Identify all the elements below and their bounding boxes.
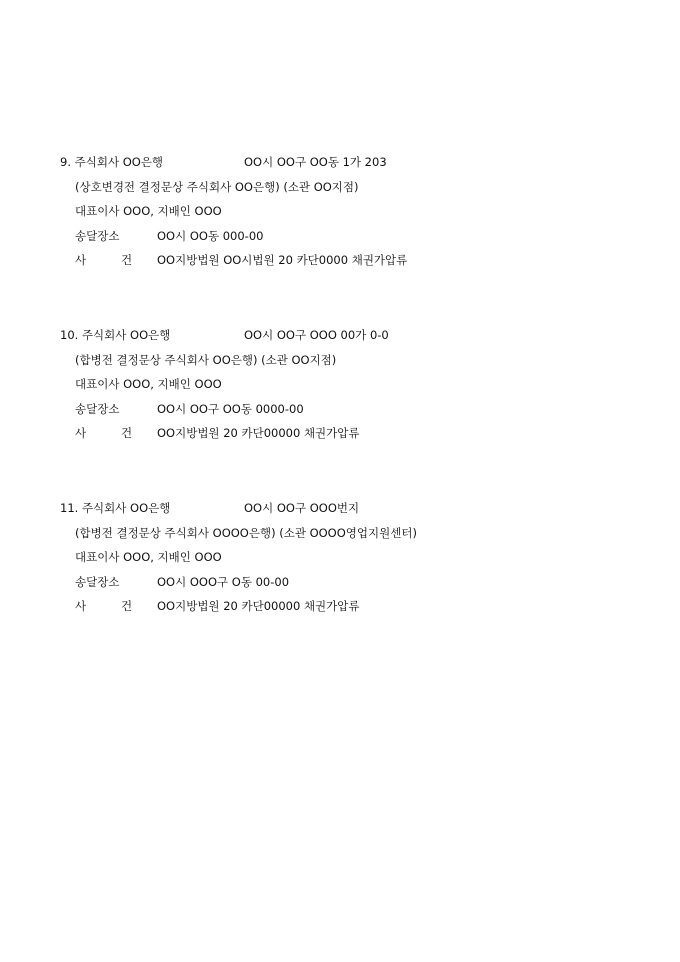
case-label-part: 건	[121, 599, 133, 614]
case-label-part: 건	[121, 426, 133, 441]
service-address-value: OO시 OO동 000-00	[157, 228, 264, 243]
entry-note: (상호변경전 결정문상 주식회사 OO은행) (소관 OO지점)	[75, 179, 359, 194]
bank-name: 11. 주식회사 OO은행	[60, 501, 171, 515]
representative: 대표이사 OOO, 지배인 OOO	[75, 550, 222, 565]
service-address-row	[60, 227, 660, 252]
case-label	[75, 251, 132, 269]
entry-note: (합병전 결정문상 주식회사 OO은행) (소관 OO지점)	[75, 352, 337, 367]
entry-note: (합병전 결정문상 주식회사 OOOO은행) (소관 OOOO영업지원센터)	[75, 525, 417, 540]
case-label	[75, 424, 132, 442]
service-address-label: 송달장소	[75, 401, 120, 416]
case-label-part: 사	[75, 426, 87, 441]
service-address-value: OO시 OOO구 O동 00-00	[157, 574, 290, 589]
case-label-part: 사	[75, 253, 87, 268]
entry-header	[60, 153, 660, 178]
representative: 대표이사 OOO, 지배인 OOO	[75, 204, 222, 219]
case-label-part: 사	[75, 599, 87, 614]
service-address-value: OO시 OO구 OO동 0000-00	[157, 401, 304, 416]
service-address-label: 송달장소	[75, 574, 120, 589]
bank-name: 10. 주식회사 OO은행	[60, 328, 171, 342]
case-value: OO지방법원 20 카단00000 채권가압류	[157, 426, 360, 441]
case-row	[60, 251, 660, 276]
representative: 대표이사 OOO, 지배인 OOO	[75, 377, 222, 392]
case-row	[60, 424, 660, 449]
bank-address: OO시 OO구 OOO 00가 0-0	[244, 328, 389, 342]
case-label-part: 건	[121, 253, 133, 268]
case-value: OO지방법원 20 카단00000 채권가압류	[157, 599, 360, 614]
service-address-row	[60, 400, 660, 425]
service-address-label: 송달장소	[75, 228, 120, 243]
entry-header	[60, 499, 660, 524]
garnishee-entry	[60, 153, 660, 276]
bank-name: 9. 주식회사 OO은행	[60, 155, 164, 169]
case-label	[75, 597, 132, 615]
service-address-row	[60, 573, 660, 598]
entry-header	[60, 326, 660, 351]
case-value: OO지방법원 OO시법원 20 카단0000 채권가압류	[157, 253, 408, 268]
bank-address: OO시 OO구 OOO번지	[244, 501, 360, 515]
case-row	[60, 597, 660, 622]
garnishee-entry	[60, 499, 660, 622]
garnishee-entry	[60, 326, 660, 449]
bank-address: OO시 OO구 OO동 1가 203	[244, 155, 387, 169]
